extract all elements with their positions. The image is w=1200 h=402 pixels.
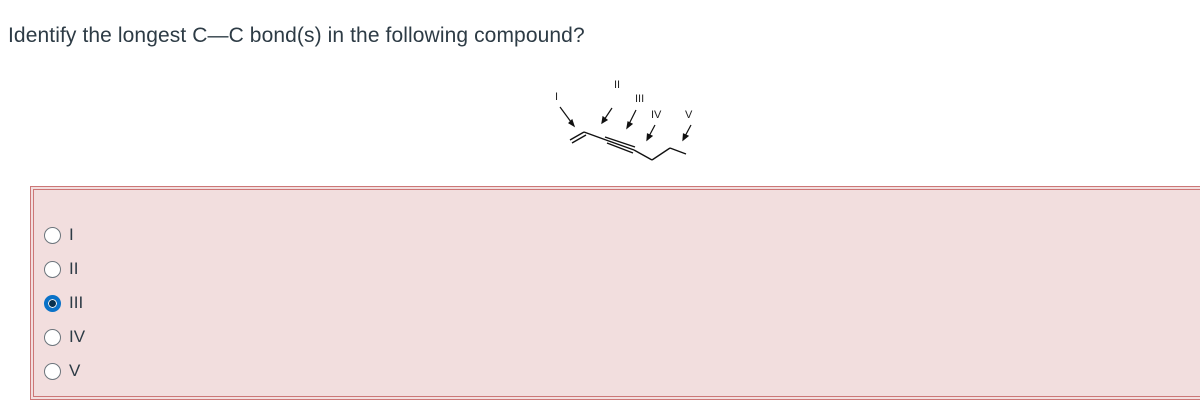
answer-label: V (69, 361, 81, 380)
answer-option-v[interactable] (44, 354, 85, 388)
answer-label: II (69, 259, 79, 278)
answer-label: IV (69, 327, 86, 346)
radio-button-unselected[interactable] (44, 227, 61, 244)
answer-option-ii[interactable] (44, 252, 85, 286)
bond-label-v: V (685, 109, 693, 121)
radio-button-unselected[interactable] (44, 261, 61, 278)
radio-button-unselected[interactable] (44, 329, 61, 346)
bond-label-ii: II (614, 79, 621, 91)
bond-label-iii: III (635, 93, 645, 105)
answer-option-iii[interactable] (44, 286, 85, 320)
answer-option-iv[interactable] (44, 320, 85, 354)
compound-structure-figure (548, 74, 718, 186)
answer-option-i[interactable] (44, 218, 85, 252)
answer-label: I (69, 225, 74, 244)
bond-label-i: I (555, 91, 559, 103)
answer-panel (30, 186, 1200, 400)
answer-label: III (69, 293, 84, 312)
radio-button-selected[interactable] (44, 295, 61, 312)
radio-button-unselected[interactable] (44, 363, 61, 380)
answer-options (44, 218, 85, 388)
question-text: Identify the longest C—C bond(s) in the following compound? (8, 24, 585, 47)
bond-label-iv: IV (651, 109, 662, 121)
molecule-skeleton (570, 132, 686, 160)
